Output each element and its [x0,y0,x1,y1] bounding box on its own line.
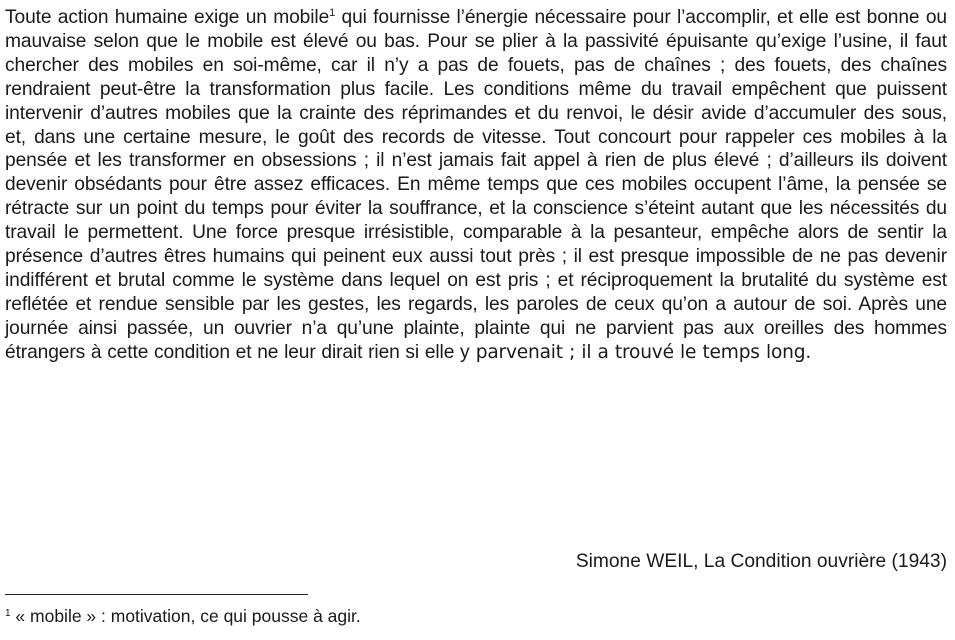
footnote-divider [5,594,308,595]
body-text-main: qui fournisse l’énergie nécessaire pour l’accomplir, et elle est bonne ou mauvaise selon que le mobile est élevé ou bas. Pour se plier à la passivité épuisante qu’exige l’usine, il faut chercher des mobiles en soi-même, car il n’y a pas de fouets, pas de chaînes ; des fouets, des chaînes rendraient peut-être la transformation plus facile. Les conditions même du travail empêchent que puissent intervenir d’autres mobiles que la crainte des réprimandes et du renvoi, le désir avide d’accumuler des sous, et, dans une certaine mesure, le goût des records de vitesse. Tout concourt pour rappeler ces mobiles à la pensée et les transformer en obsessions ; il n’est jamais fait appel à rien de plus élevé ; d’ailleurs ils doivent devenir obsédants pour être assez efficaces. En même temps que ces mobiles occupent l’âme, la pensée se rétracte sur un point du temps pour éviter la souffrance, et la conscience s’éteint autant que les nécessités du travail le permettent. Une force presque irrésistible, comparable à la pesanteur, empêche alors de sentir la présence d’autres êtres humains qui peinent eux aussi tout près ; il est presque impossible de ne pas devenir indifférent et brutal comme le système dans lequel on est pris ; et réciproquement la brutalité du système est reflétée et rendue sensible par les gestes, les regards, les paroles de ceux qu’on a autour de soi. Après une journée ainsi passée, un ouvrier n’a qu’une plainte, plainte qui ne parvient pas aux oreilles des hommes étrangers à cette condition et ne leur dirait rien si elle y [5,7,947,363]
body-text-end: parvenait ; il a trouvé le temps long. [469,341,812,363]
footnote [5,605,361,627]
attribution: Simone WEIL, La Condition ouvrière (1943) [575,551,947,572]
body-text-start: Toute action humaine exige un mobile [5,7,330,28]
footnote-text: « mobile » : motivation, ce qui pousse à agir. [10,606,361,626]
document-page [5,6,947,365]
body-paragraph [5,6,947,365]
footnote-reference: 1 [329,7,336,19]
footnote-marker: 1 [5,608,11,619]
